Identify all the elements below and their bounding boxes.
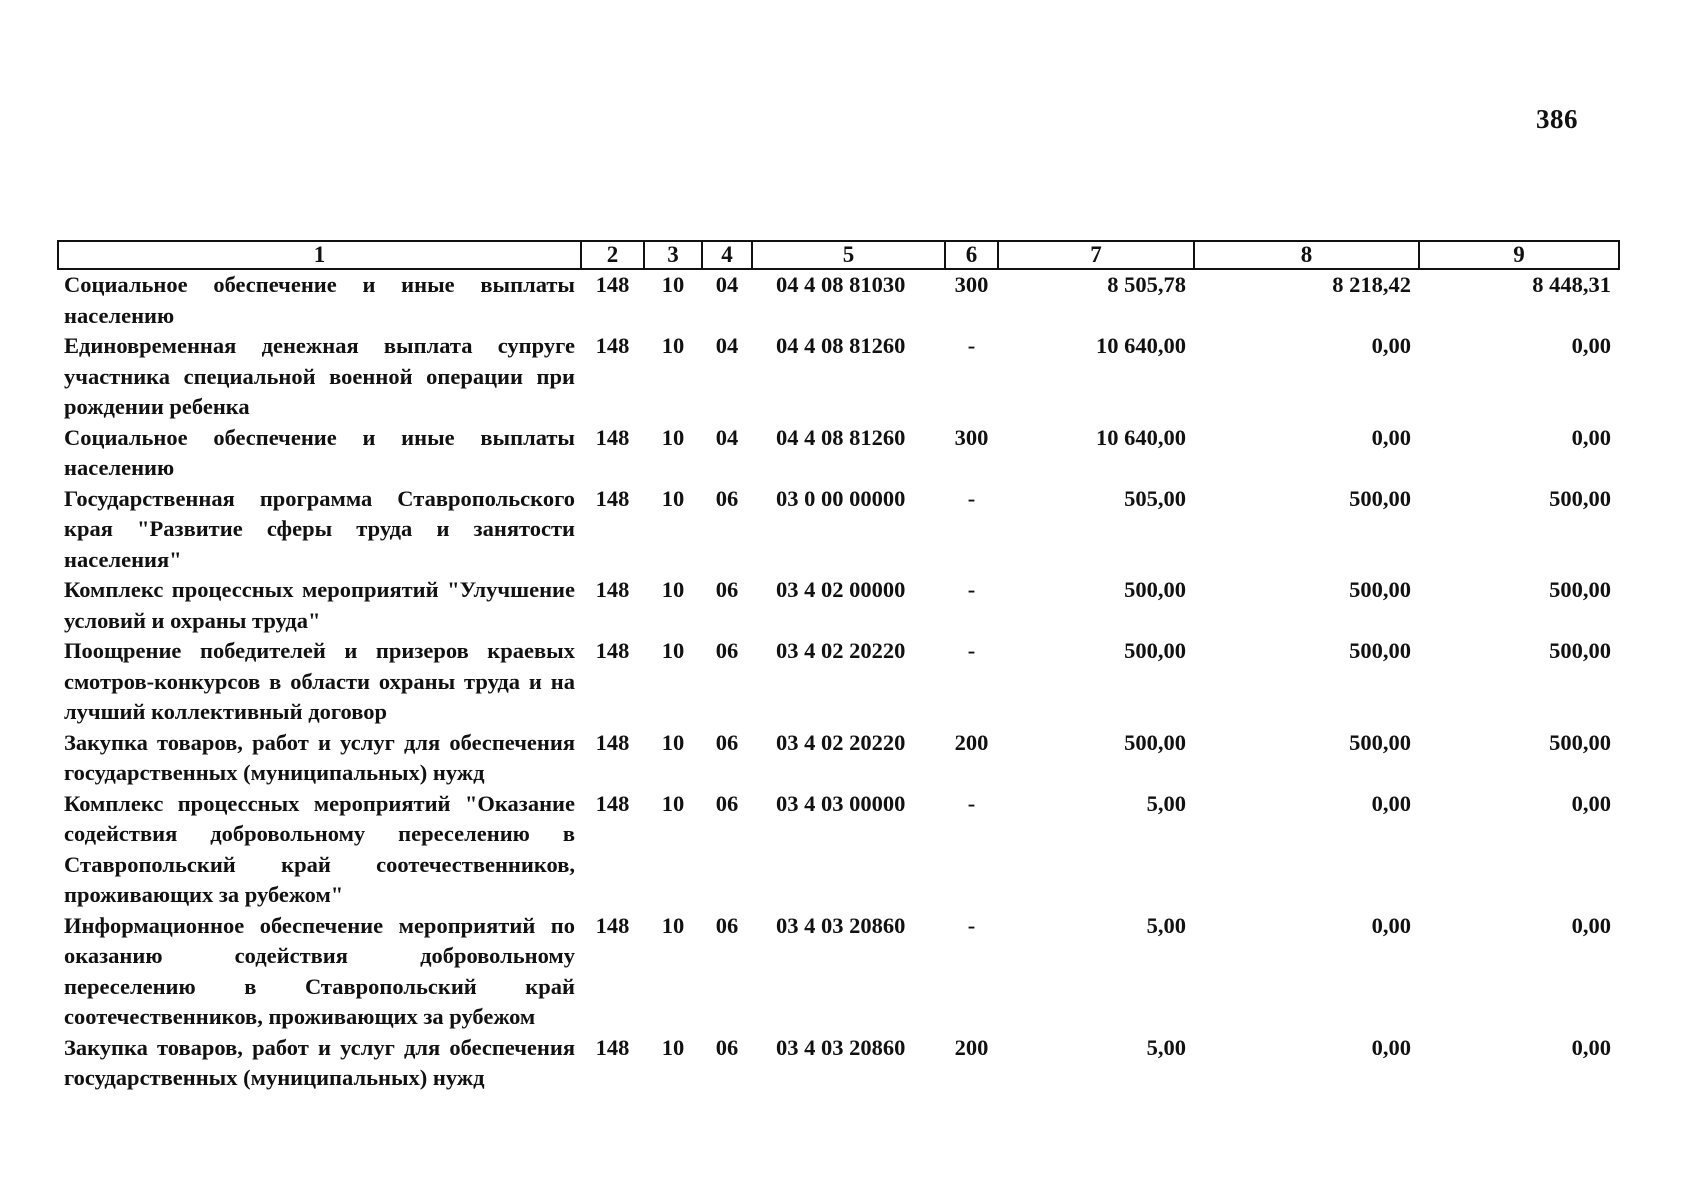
expense-type-code: 300 bbox=[954, 424, 989, 450]
ministry-code: 148 bbox=[595, 485, 630, 511]
row-name: Закупка товаров, работ и услуг для обеспечения государственных (муниципальных) нужд bbox=[64, 1034, 575, 1090]
amount-year-1: 500,00 bbox=[1124, 729, 1186, 755]
expense-type-code: 200 bbox=[954, 729, 989, 755]
subsection-code: 06 bbox=[715, 1034, 739, 1060]
amount-year-2: 500,00 bbox=[1349, 729, 1411, 755]
amount-year-1: 505,00 bbox=[1124, 485, 1186, 511]
amount-year-1: 5,00 bbox=[1146, 1034, 1186, 1060]
ministry-code: 148 bbox=[595, 790, 630, 816]
column-header-1: 1 bbox=[58, 241, 581, 269]
table-row bbox=[58, 728, 1619, 789]
ministry-code: 148 bbox=[595, 1034, 630, 1060]
expense-type-code: 300 bbox=[954, 272, 989, 297]
target-article-code: 04 4 08 81260 bbox=[776, 424, 906, 450]
subsection-code: 06 bbox=[715, 485, 739, 511]
target-article-code: 03 4 03 00000 bbox=[776, 790, 906, 816]
expense-type-code: 200 bbox=[954, 1034, 989, 1060]
amount-year-3: 0,00 bbox=[1571, 1034, 1611, 1060]
amount-year-1: 5,00 bbox=[1146, 790, 1186, 816]
subsection-code: 06 bbox=[715, 638, 739, 663]
section-code: 10 bbox=[661, 729, 685, 755]
column-header-7: 7 bbox=[998, 241, 1194, 269]
amount-year-1: 500,00 bbox=[1124, 577, 1186, 602]
row-name: Поощрение победителей и призеров краевых смотров-конкурсов в области охраны труда и на лучший коллективный договор bbox=[64, 638, 575, 724]
section-code: 10 bbox=[661, 790, 685, 816]
column-header-6: 6 bbox=[945, 241, 998, 269]
subsection-code: 04 bbox=[715, 272, 739, 297]
ministry-code: 148 bbox=[595, 729, 630, 755]
table-row bbox=[58, 789, 1619, 911]
column-header-5: 5 bbox=[752, 241, 945, 269]
expense-type-code: - bbox=[967, 912, 976, 938]
table-row bbox=[58, 331, 1619, 423]
expense-type-code: - bbox=[967, 577, 976, 602]
row-name: Комплекс процессных мероприятий "Оказание содействия добровольному переселению в Ставропольский край соотечественников, проживающих за рубежом" bbox=[64, 790, 575, 907]
amount-year-2: 8 218,42 bbox=[1332, 272, 1411, 297]
row-name: Социальное обеспечение и иные выплаты населению bbox=[64, 272, 575, 328]
column-header-3: 3 bbox=[644, 241, 702, 269]
row-name: Комплекс процессных мероприятий "Улучшение условий и охраны труда" bbox=[64, 577, 575, 633]
amount-year-3: 0,00 bbox=[1571, 333, 1611, 358]
subsection-code: 04 bbox=[715, 424, 739, 450]
amount-year-3: 500,00 bbox=[1549, 729, 1611, 755]
section-code: 10 bbox=[661, 577, 685, 602]
page-number: 386 bbox=[1536, 104, 1578, 134]
amount-year-2: 0,00 bbox=[1371, 1034, 1411, 1060]
ministry-code: 148 bbox=[595, 577, 630, 602]
table-row bbox=[58, 269, 1619, 331]
target-article-code: 03 0 00 00000 bbox=[776, 485, 906, 511]
column-header-9: 9 bbox=[1419, 241, 1619, 269]
table-row bbox=[58, 423, 1619, 484]
amount-year-2: 500,00 bbox=[1349, 485, 1411, 511]
section-code: 10 bbox=[661, 424, 685, 450]
header-row bbox=[58, 241, 1619, 269]
column-header-2: 2 bbox=[581, 241, 644, 269]
amount-year-3: 8 448,31 bbox=[1532, 272, 1611, 297]
expense-type-code: - bbox=[967, 638, 976, 663]
amount-year-1: 5,00 bbox=[1146, 912, 1186, 938]
target-article-code: 03 4 02 00000 bbox=[776, 577, 906, 602]
row-name: Социальное обеспечение и иные выплаты населению bbox=[64, 424, 575, 480]
amount-year-2: 0,00 bbox=[1371, 790, 1411, 816]
amount-year-3: 0,00 bbox=[1571, 424, 1611, 450]
amount-year-2: 0,00 bbox=[1371, 424, 1411, 450]
target-article-code: 03 4 03 20860 bbox=[776, 912, 906, 938]
amount-year-1: 500,00 bbox=[1124, 638, 1186, 663]
ministry-code: 148 bbox=[595, 272, 630, 297]
amount-year-1: 10 640,00 bbox=[1096, 424, 1186, 450]
table-row bbox=[58, 484, 1619, 576]
row-name: Государственная программа Ставропольского края "Развитие сферы труда и занятости населения" bbox=[64, 485, 575, 572]
section-code: 10 bbox=[661, 333, 685, 358]
ministry-code: 148 bbox=[595, 912, 630, 938]
expense-type-code: - bbox=[967, 333, 976, 358]
section-code: 10 bbox=[661, 912, 685, 938]
section-code: 10 bbox=[661, 638, 685, 663]
row-name: Информационное обеспечение мероприятий по оказанию содействия добровольному переселению в Ставропольский край соотечественников, проживающих за рубежом bbox=[64, 912, 575, 1029]
ministry-code: 148 bbox=[595, 638, 630, 663]
target-article-code: 04 4 08 81030 bbox=[776, 272, 906, 297]
section-code: 10 bbox=[661, 485, 685, 511]
column-header-4: 4 bbox=[702, 241, 752, 269]
column-header-8: 8 bbox=[1194, 241, 1419, 269]
budget-table bbox=[57, 240, 1620, 1094]
amount-year-3: 500,00 bbox=[1549, 577, 1611, 602]
section-code: 10 bbox=[661, 272, 685, 297]
amount-year-3: 0,00 bbox=[1571, 912, 1611, 938]
expense-type-code: - bbox=[967, 790, 976, 816]
table-row bbox=[58, 911, 1619, 1033]
target-article-code: 03 4 03 20860 bbox=[776, 1034, 906, 1060]
ministry-code: 148 bbox=[595, 424, 630, 450]
row-name: Единовременная денежная выплата супруге участника специальной военной операции при рождении ребенка bbox=[64, 333, 575, 419]
amount-year-3: 500,00 bbox=[1549, 485, 1611, 511]
subsection-code: 04 bbox=[715, 333, 739, 358]
table-body bbox=[58, 269, 1619, 1094]
table-row bbox=[58, 575, 1619, 636]
table-row bbox=[58, 636, 1619, 728]
amount-year-2: 500,00 bbox=[1349, 638, 1411, 663]
expense-type-code: - bbox=[967, 485, 976, 511]
target-article-code: 03 4 02 20220 bbox=[776, 729, 906, 755]
target-article-code: 04 4 08 81260 bbox=[776, 333, 906, 358]
table-row bbox=[58, 1033, 1619, 1094]
row-name: Закупка товаров, работ и услуг для обеспечения государственных (муниципальных) нужд bbox=[64, 729, 575, 785]
amount-year-1: 8 505,78 bbox=[1107, 272, 1186, 297]
amount-year-3: 0,00 bbox=[1571, 790, 1611, 816]
subsection-code: 06 bbox=[715, 577, 739, 602]
section-code: 10 bbox=[661, 1034, 685, 1060]
subsection-code: 06 bbox=[715, 912, 739, 938]
ministry-code: 148 bbox=[595, 333, 630, 358]
amount-year-1: 10 640,00 bbox=[1096, 333, 1186, 358]
subsection-code: 06 bbox=[715, 729, 739, 755]
amount-year-2: 0,00 bbox=[1371, 333, 1411, 358]
amount-year-2: 0,00 bbox=[1371, 912, 1411, 938]
amount-year-2: 500,00 bbox=[1349, 577, 1411, 602]
amount-year-3: 500,00 bbox=[1549, 638, 1611, 663]
subsection-code: 06 bbox=[715, 790, 739, 816]
target-article-code: 03 4 02 20220 bbox=[776, 638, 906, 663]
